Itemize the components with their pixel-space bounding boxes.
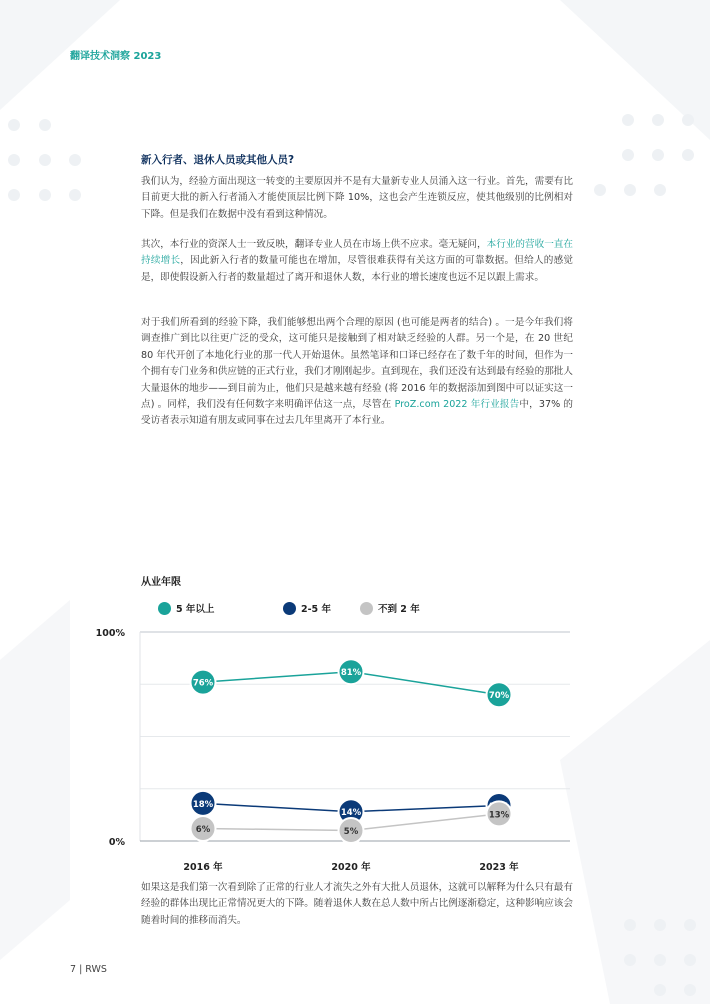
legend-label-5plus: 5 年以上 [176,604,215,615]
data-label: 76% [192,678,214,689]
data-label: 14% [340,808,362,819]
data-label: 70% [488,691,510,702]
revenue-growth-link[interactable]: 本行业的营收一直在持续增长 [141,239,574,267]
y-tick-label-0: 0% [108,837,125,848]
data-label: 6% [195,824,211,835]
data-label: 5% [343,827,359,838]
legend-label-2to5: 2-5 年 [301,604,331,615]
data-label: 18% [192,799,214,810]
paragraph-bottom: 如果这是我们第一次看到除了正常的行业人才流失之外有大批人员退休，这就可以解释为什么只有最有经验的群体出现比正常情况更大的下降。随着退休人数在总人数中所占比例逐渐稳定，这种影响应该会随着时间的推移而消失。 [141,882,573,926]
legend-swatch-5plus [158,602,171,615]
legend-item-5plus [158,601,214,615]
legend-swatch-2to5 [283,602,296,615]
paragraph-3-text-b: 中，37% 的受访者表示知道有朋友或同事在过去几年里离开了本行业。 [141,399,573,427]
x-tick-label: 2020 年 [331,862,371,873]
paragraph-1: 我们认为，经验方面出现这一转变的主要原因并不是有大量新专业人员涌入这一行业。首先，需要有比目前更大批的新入行者涌入才能使顶层比例下降 10%，这也会产生连锁反应，使其他级别的比例相对下降。但是我们在数据中没有看到这种情况。 [141,176,573,220]
legend-item-under2 [360,601,420,615]
legend-item-2to5 [283,601,331,615]
legend-label-under2: 不到 2 年 [378,604,420,615]
x-tick-label: 2023 年 [479,862,519,873]
chart-title: 从业年限 [141,577,181,588]
data-label: 81% [340,668,362,679]
experience-line-chart [95,615,575,875]
section-heading: 新入行者、退休人员或其他人员? [141,154,295,166]
paragraph-3-text-a: 对于我们所看到的经验下降，我们能够想出两个合理的原因 (也可能是两者的结合) 。一是今年我们将调查推广到比以往更广泛的受众，这可能只是接触到了相对缺乏经验的人群。另一个是，在 20 世纪 80 年代开创了本地化行业的那一代人开始退休。虽然笔译和口译已经存在了数千年的时间，但作为一个拥有专门业务和供应链的正式行业，我们才刚刚起步。直到现在，我们还没有达到最有经验的那批人大量退休的地步——到目前为止，他们只是越来越有经验 (将 2016 年的数据添加到图中可以证实这一点) 。同样，我们没有任何数字来明确评估这一点，尽管在 [141,317,573,411]
paragraph-3 [141,315,573,430]
paragraph-2-text-a: 其次，本行业的资深人士一致反映，翻译专业人员在市场上供不应求。毫无疑问， [141,239,487,250]
proz-report-link[interactable]: ProZ.com 2022 年行业报告 [394,399,520,411]
x-tick-label: 2016 年 [183,862,223,873]
data-label: 13% [488,810,510,821]
header-title: 翻译技术洞察 2023 [70,51,162,62]
paragraph-2 [141,237,573,286]
legend-swatch-under2 [360,602,373,615]
y-tick-label-100: 100% [95,628,125,639]
paragraph-2-text-b: ，因此新入行者的数量可能也在增加，尽管很难获得有关这方面的可靠数据。但给人的感觉是，即使假设新入行者的数量超过了离开和退休人数，本行业的增长速度也远不足以跟上需求。 [141,255,574,283]
page-footer: 7 | RWS [70,964,107,975]
